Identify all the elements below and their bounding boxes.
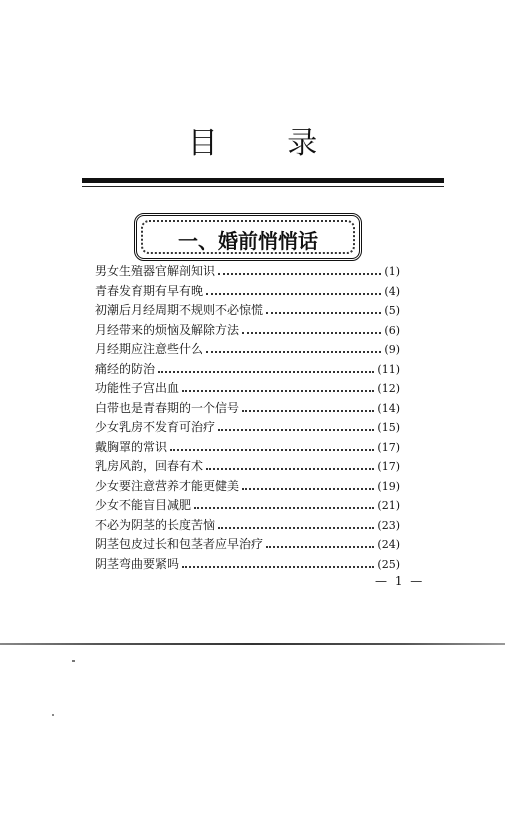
toc-entry [95, 438, 400, 458]
toc-entry-page: (24) [377, 538, 400, 551]
toc-entry [95, 360, 400, 380]
toc-leader-dots [158, 371, 374, 373]
toc-entry [95, 477, 400, 497]
toc-entry-title: 月经带来的烦恼及解除方法 [95, 322, 240, 337]
toc-entry-page: (4) [384, 284, 400, 298]
toc-leader-dots [266, 546, 374, 548]
toc-entry [95, 555, 400, 575]
toc-entry-page: (21) [377, 499, 400, 512]
title-rule-thin [82, 186, 444, 187]
toc-leader-dots [170, 449, 374, 451]
toc-entry-title: 乳房风韵，回春有术 [95, 459, 204, 473]
toc-entry [95, 516, 400, 536]
toc-entry-page: (6) [384, 323, 400, 337]
toc-entry-title: 青春发育期有早有晚 [95, 283, 204, 298]
toc-leader-dots [242, 410, 374, 412]
toc-entry-page: (17) [377, 460, 400, 473]
toc-entry-title: 月经期应注意些什么 [95, 342, 204, 356]
toc-leader-dots [218, 429, 374, 431]
toc-entry-title: 阴茎包皮过长和包茎者应早治疗 [95, 537, 264, 551]
toc-leader-dots [206, 351, 381, 353]
toc-entry [95, 301, 400, 321]
toc-entry [95, 457, 400, 477]
toc-entry [95, 340, 400, 360]
toc-entry-page: (5) [384, 304, 400, 317]
toc-leader-dots [182, 390, 374, 392]
toc-entry-page: (25) [377, 557, 400, 571]
toc-entry-page: (11) [377, 362, 400, 376]
toc-leader-dots [194, 507, 374, 509]
toc-entry [95, 379, 400, 399]
toc-entry-title: 少女要注意营养才能更健美 [95, 478, 240, 493]
section-title: 一、婚前悄悄话 [178, 229, 318, 253]
toc-entry-page: (1) [384, 265, 400, 278]
toc-leader-dots [218, 273, 381, 275]
page-title: 目 录 [187, 126, 348, 161]
toc-entry-title: 白带也是青春期的一个信号 [95, 400, 240, 415]
title-rule-thick [82, 178, 444, 183]
toc-leader-dots [182, 566, 374, 568]
toc-entry [95, 321, 400, 341]
toc-entry-title: 男女生殖器官解剖知识 [95, 264, 216, 278]
toc-entry-title: 不必为阴茎的长度苦恼 [95, 517, 216, 532]
toc-entry [95, 399, 400, 419]
toc-entry-page: (15) [377, 421, 400, 434]
toc-entry-title: 少女不能盲目减肥 [95, 498, 192, 512]
toc-entry [95, 262, 400, 282]
toc-leader-dots [206, 293, 381, 295]
toc-leader-dots [206, 468, 374, 470]
toc-entry [95, 535, 400, 555]
toc-leader-dots [266, 312, 381, 314]
toc-entry-title: 阴茎弯曲要紧吗 [95, 556, 180, 571]
toc-entry-page: (19) [377, 479, 400, 493]
scan-speck [72, 660, 75, 662]
toc-entry-page: (23) [377, 518, 400, 532]
toc-leader-dots [218, 527, 374, 529]
toc-entry-page: (9) [384, 343, 400, 356]
toc-leader-dots [242, 332, 381, 334]
toc-entry-title: 初潮后月经周期不规则不必惊慌 [95, 303, 264, 317]
page-number: — 1 — [375, 574, 425, 588]
toc-entry-page: (17) [377, 440, 400, 454]
toc-entry-title: 少女乳房不发育可治疗 [95, 420, 216, 434]
page-bottom-rule [0, 643, 505, 645]
toc-leader-dots [242, 488, 374, 490]
toc-entry [95, 282, 400, 302]
scan-speck [52, 714, 54, 716]
toc-entry-page: (12) [377, 382, 400, 395]
toc-entry [95, 418, 400, 438]
toc-entry [95, 496, 400, 516]
table-of-contents [95, 262, 400, 574]
toc-entry-title: 痛经的防治 [95, 361, 156, 376]
toc-entry-title: 功能性子宫出血 [95, 381, 180, 395]
toc-entry-title: 戴胸罩的常识 [95, 439, 168, 454]
toc-entry-page: (14) [377, 401, 400, 415]
section-heading-box [134, 213, 362, 261]
